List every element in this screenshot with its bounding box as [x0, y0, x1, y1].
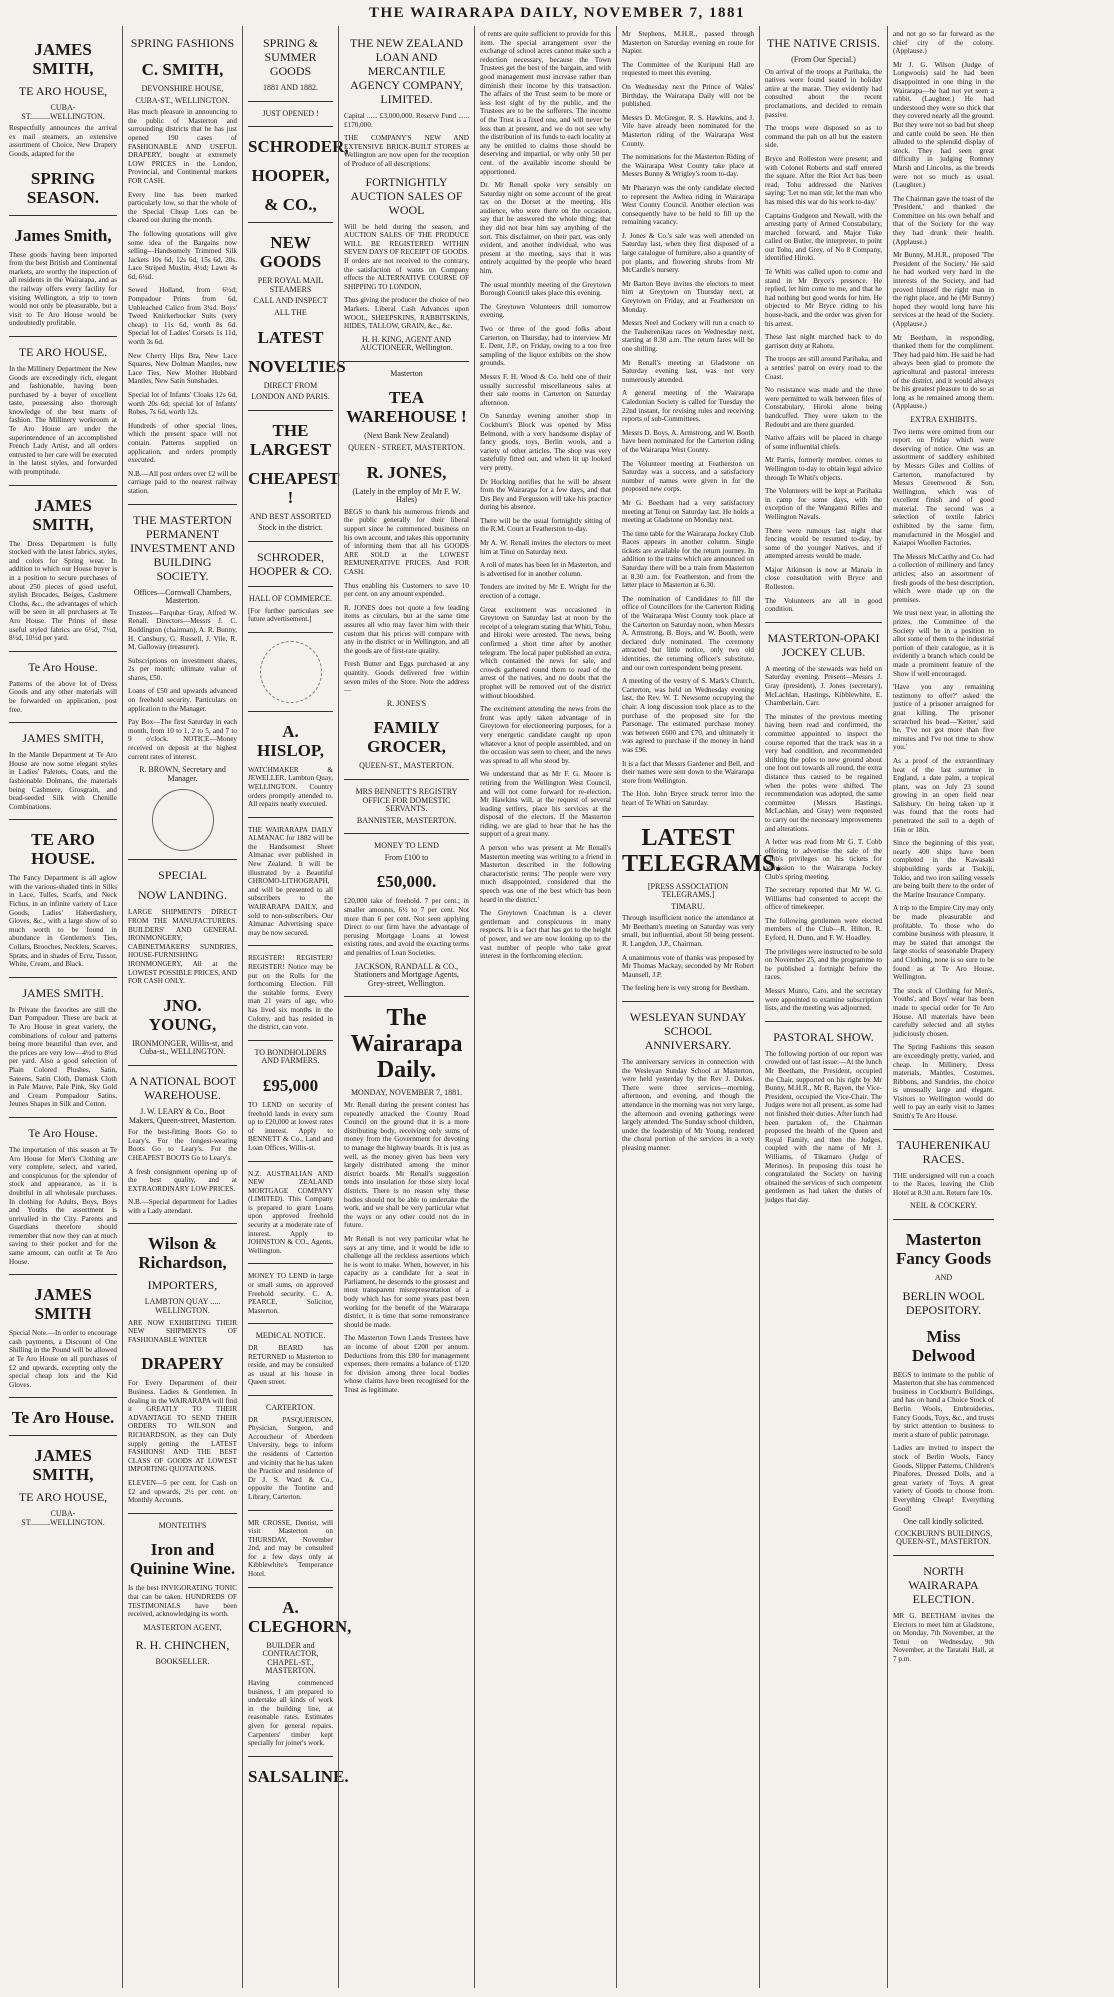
- ad-heading: Miss Delwood: [911, 1326, 976, 1365]
- article-paragraph: New Cherry Hips Bra, New Lace Squares, New Dolman Mantles, new Lace Ties, New Mother Hubbard Mantles, New Satin Sunshades.: [128, 351, 237, 386]
- ad-heading: CUBA-ST., WELLINGTON.: [135, 95, 230, 105]
- column-rule: [9, 336, 117, 337]
- ad-heading: Te Aro House.: [28, 1125, 98, 1140]
- article-paragraph: Patterns of the above lot of Dress Goods and any other materials will be forwarded on application, post free.: [9, 679, 117, 714]
- column-rule: [9, 485, 117, 486]
- ad-heading: CHEAPEST !: [248, 468, 340, 507]
- ad-heading: MONTEITH'S: [158, 1520, 207, 1530]
- ad-heading: [PRESS ASSOCIATION TELEGRAMS.]: [647, 881, 729, 900]
- article-paragraph: Has much pleasure in announcing to the public of Masterton and surrounding districts that he has just opened 190 cases of FASHIONABLE AND USEFUL DRAPERY, bought at extremely LOW PRICES in the London, Provincial, and Continental markets FOR CASH.: [128, 108, 237, 185]
- column-rule: [128, 504, 237, 505]
- article-paragraph: The time table for the Wairarapa Jockey Club Races appears in another column. Single tickets are available for the return journey. In addition to the trains which are announced on Saturday there will be a train from Masterton at 8.30 a.m. for Featherston, and from the latter place to Masterton at 6.30.: [622, 529, 754, 590]
- article-paragraph: A letter was read from Mr G. T. Cobb offering to advertise the sale of the Club's privileges on his tickets for admission to the Wairarapa Jockey Club's spring meeting.: [765, 838, 882, 881]
- article-paragraph: MR CROSSE, Dentist, will visit Masterton on THURSDAY, November 2nd, and may be consulted for a few days only at Kibblewhite's Temperance Hotel.: [248, 1518, 333, 1579]
- article-paragraph: On Saturday evening another shop in Cockburn's Block was opened by Miss Belmond, with a very handsome display of fancy goods, toys, Berlin wools, and a variety of other articles. The shop was very tastefully fitted out, and when lit up looked very pretty.: [480, 412, 611, 472]
- ad-heading: £95,000: [262, 1075, 319, 1095]
- ad-heading: C. SMITH,: [141, 60, 224, 79]
- article-paragraph: It is a fact that Messrs Gardener and Bell, and their names were sent down to the Wairarapa store from Wellington.: [622, 759, 754, 785]
- article-paragraph: Messrs Neel and Cockery will run a coach to the Tauherenikau races on Wednesday next, starting at 8.30 a.m. The return fares will be one shilling.: [622, 319, 754, 353]
- article-paragraph: Hundreds of other special lines, which the present space will not contain. Patterns supplied on application, and orders promptly executed.: [128, 421, 237, 465]
- column-rule: [9, 651, 117, 652]
- article-paragraph: On arrival of the troops at Parihaka, the natives were found seated in holiday attire at the marae. They evidently had consulted about the recent proclamations, and decided to remain passive.: [765, 67, 882, 119]
- ad-heading: Te Aro House.: [28, 659, 98, 674]
- ad-heading: SALSALINE.: [248, 1766, 349, 1786]
- article-paragraph: DR PASQUERISON, Physician, Surgeon, and Accoucheur of Aberdeen University, begs to inform the residents of Carterton and vicinity that he has taken the Practice and residence of Dr J. S. Ward & Co., opposite the Tontine and Library, Carterton.: [248, 1415, 333, 1501]
- article-paragraph: Mr G. Beetham had a very satisfactory meeting at Tenui on Saturday last. He holds a meeting at Gladstone on Monday next.: [622, 498, 754, 525]
- article-paragraph: Capital ...... £3,000,000. Reserve Fund ...... £170,000.: [344, 112, 469, 129]
- article-paragraph: Mr Pharazyn was the only candidate elected to represent the Awhea riding in Wairarapa West County Council. Another election was consequently have to be held to fill up the remaining vacancy.: [622, 183, 754, 227]
- ad-heading: MEDICAL NOTICE.: [255, 1331, 326, 1341]
- article-paragraph: The Committee of the Kuripuni Hall are requested to meet this evening.: [622, 60, 754, 78]
- ad-heading: R. JONES,: [366, 462, 447, 482]
- article-paragraph: There will be the usual fortnightly sitting of the R.M. Court at Featherston to-day.: [480, 516, 611, 534]
- article-paragraph: N.B.—All post orders over £2 will be carriage paid to the nearest railway station.: [128, 469, 237, 495]
- ad-heading: THE NATIVE CRISIS.: [767, 36, 880, 50]
- column-rule: [248, 1161, 333, 1162]
- column-rule: [248, 541, 333, 542]
- ad-heading: CUBA-ST..........WELLINGTON.: [21, 1509, 105, 1527]
- section-headline: The Wairarapa Daily.: [350, 1005, 463, 1084]
- article-paragraph: [For further particulars see future advertisement.]: [248, 606, 333, 624]
- article-paragraph: The feeling here is very strong for Beetham.: [622, 984, 750, 993]
- article-paragraph: TO LEND on security of freehold lands in every sum up to £20,000 at lowest rates of interest. Apply to BENNETT & Co., Land and Loan Offices, Willis-st.: [248, 1100, 333, 1152]
- article-paragraph: Sewed Holland, from 6½d; Pompadour Prints from 6d, Unbleached Calico from 3¼d. Boys' Tweed Knickerbocker Suits (very cheap) to 11s 6d, worth 8s 6d. Special lot of Ladies' Corsets 1s 11d, worth 3s 6d.: [128, 286, 237, 347]
- ad-heading: CALL AND INSPECT: [253, 296, 328, 306]
- ad-heading: MRS BENNETT'S REGISTRY OFFICE FOR DOMESTIC SERVANTS.: [355, 786, 458, 814]
- ad-heading: JAMES SMITH.: [22, 985, 104, 1000]
- ad-heading: R. BROWN, Secretary and Manager.: [139, 765, 226, 783]
- column-3: [242, 26, 352, 1988]
- column-rule: [765, 1021, 882, 1022]
- article-paragraph: The importation of this season at Te Aro House for Men's Clothing are very complete, select, and varied, and conspicuous for the splendor of stock and appearance, as it is doubtful in all wholesale purchases. In clothing for Adults, Boys, Boys and Youths the assortment is unrivalled in the City. Parents and Guardians therefore should remember that now they can at much saving to their pocket and for the same amount, can outfit at Te Aro House.: [9, 1145, 117, 1266]
- article-paragraph: Te Whiti was called upon to come and stand in Mr Bryce's presence. He replied, let him come to me, and that he had nothing but good words for him. He objected to Mr Bryce riding to his house-back, and the order was given for his arrest.: [765, 268, 882, 328]
- column-rule: [9, 722, 117, 723]
- column-rule: [248, 1263, 333, 1264]
- article-paragraph: Mr Renall is not very particular what he says at any time, and it would be idle to challenge all the reckless assertions which he is wont to make. When, however, in his capacity as a candidate for a seat in Parliament, he descends to the grossest and most transparent misrepresentation of a body which has for some years past been working for the benefit of the Wairarapa district, it is time that some remonstrance should be made.: [344, 1234, 469, 1329]
- column-rule: [248, 410, 333, 411]
- ad-heading: JUST OPENED !: [262, 108, 319, 118]
- ad-heading: James Smith,: [14, 225, 112, 245]
- article-paragraph: THE COMPANY'S NEW AND EXTENSIVE BRICK-BUILT STORES at Wellington are now open for the reception of Produce of all descriptions.: [344, 134, 469, 168]
- ad-heading: Wilson & Richardson,: [138, 1234, 227, 1273]
- article-paragraph: THE WAIRARAPA DAILY ALMANAC for 1882 will be the Handsomest Sheet Almanac ever published in New Zealand. It will be illustrated by a Beautiful CHROMO-LITHOGRAPH, and will be presented to all subscribers to the WAIRARAPA DAILY, and sold to non-subscribers. Our Almanac Advertising space may be now secured.: [248, 825, 333, 937]
- article-paragraph: Messrs Munro, Caro, and the secretary were appointed to examine subscription lists, and the meeting was adjourned.: [765, 987, 882, 1013]
- article-paragraph: Pay Box—The first Saturday in each month, from 10 to 1, 2 to 5, and 7 to 9 o'clock. NOTICE—Money received on deposit at the highest current rates of interest.: [128, 718, 237, 761]
- ad-heading: NORTH WAIRARAPA ELECTION.: [908, 1563, 979, 1606]
- ad-heading: PER ROYAL MAIL STEAMERS: [257, 276, 324, 294]
- ad-heading: Masterton: [390, 368, 423, 378]
- ad-heading: JAMES SMITH,: [32, 1446, 94, 1485]
- ad-heading: & CO.,: [264, 195, 317, 215]
- article-paragraph: Trustees—Farquhar Gray, Alfred W. Renall. Directors—Messrs J. C. Boddington (chairman), A. R. Bunny, H. Cansbury, G. Russell, J. Vile, R. M. Galloway (treasurer).: [128, 608, 237, 652]
- ad-heading: THE MASTERTON PERMANENT INVESTMENT AND BUILDING SOCIETY.: [130, 512, 235, 583]
- column-rule: [128, 1513, 237, 1514]
- ad-heading: THE NEW ZEALAND LOAN AND MERCANTILE AGENCY COMPANY, LIMITED.: [349, 36, 464, 106]
- ad-heading: JNO. YOUNG,: [148, 995, 217, 1034]
- article-paragraph: A unanimous vote of thanks was proposed by Mr Thomas Mackay, seconded by Mr Robert Maunsell, J.P.: [622, 953, 754, 979]
- ad-heading: TAUHERENIKAU RACES.: [896, 1137, 991, 1166]
- article-paragraph: Bryce and Rolleston were present; and with Colonel Roberts and staff entered the square. After the Riot Act has been read, Tohu addressed the Natives saying: 'Let no man stir, let the man who has mised this war do his work to-day.': [765, 154, 882, 206]
- article-paragraph: On Wednesday next the Prince of Wales' Birthday, the Wairarapa Daily will not be published.: [622, 82, 754, 109]
- ad-heading: JAMES SMITH,: [32, 495, 94, 534]
- article-paragraph: Loans of £50 and upwards advanced on freehold security. Particulars on application to the Manager.: [128, 687, 237, 713]
- article-paragraph: No resistance was made and the three were permitted to walk between files of Constabulary, Hiroki alone being handcuffed. They were taken to the Redoubt and are there guarded.: [765, 386, 882, 429]
- ad-heading: IMPORTERS,: [147, 1278, 218, 1293]
- article-paragraph: WATCHMAKER & JEWELLER, Lambton Quay, WELLINGTON. Country orders promptly attended to. All repairs neatly executed.: [248, 765, 333, 809]
- article-paragraph: The minutes of the previous meeting having been read and confirmed, the committee appointed to inspect the course reported that the track was in a very bad condition, and recommended shifting the poles to new ground about one foot out towards all round, the extra distance thus caused to be regained when the poles were shifted. The recommendation was adopted, the same committee (Messrs Hastings, McLachlan, and Gray) were requested to carry out the necessary improvements and alterations.: [765, 712, 882, 833]
- article-paragraph: The troops are still around Parihaka, and a sentries' patrol on every road to the Coast.: [765, 355, 882, 381]
- column-2: [122, 26, 242, 1988]
- column-rule: [248, 101, 333, 102]
- ad-heading: MONEY TO LEND: [374, 841, 439, 851]
- column-rule: [893, 1555, 994, 1556]
- article-paragraph: and not go so far forward as the chief city of the colony. (Applause.): [893, 30, 994, 56]
- column-rule: [9, 1397, 117, 1398]
- ad-heading: LONDON AND PARIS.: [251, 392, 330, 402]
- article-paragraph: N.B.—Special department for Ladies with a Lady attendant.: [128, 1198, 237, 1215]
- column-rule: [9, 215, 117, 216]
- column-rule: [622, 1001, 754, 1002]
- column-rule: [248, 222, 333, 223]
- article-paragraph: A trip to the Empire City may only be made pleasurable and profitable. To those who do combine business with pleasure, it may be stated that amongst the large stocks of seasonable Drapery and Clothing, none is so sure to be found as at Te Aro House, Wellington.: [893, 904, 994, 982]
- article-paragraph: The privileges were instructed to be sold on November 25, and the programme to be published a fortnight before the races.: [765, 947, 882, 982]
- article-paragraph: The following gentlemen were elected members of the Club—R. Hilton, R. Eyford, H. Dunn, and F. W. Hoadley.: [765, 916, 882, 943]
- newspaper-page: [4, 26, 1110, 1992]
- column-rule: [248, 1323, 333, 1324]
- article-paragraph: The stock of Clothing for Men's, Youths', and Boys' wear has been made to special order for Te Aro House. All materials have been carefully selected and all styles judiciously chosen.: [893, 986, 994, 1038]
- column-rule: [344, 779, 469, 780]
- article-paragraph: In the Mantle Department at Te Aro House are now some elegant styles in Ladies' Paletots, Coats, and the fashionable Dolmans, the materials being Cashmere, Grosgrain, and bead-seeded Silk with Chenille Combinations.: [9, 751, 117, 811]
- column-8: [887, 26, 999, 1988]
- article-paragraph: Special Note.—In order to encourage cash payments, a Discount of One Shilling in the Pound will be allowed at Te Aro House on all purchases of £2 and upwards, excepting only the special cheap lots and the Kid Gloves.: [9, 1329, 117, 1389]
- ad-heading: JAMES SMITH: [34, 1285, 92, 1324]
- ad-heading: QUEEN - STREET, MASTERTON.: [348, 443, 465, 453]
- article-paragraph: Mr Beetham, in responding, thanked them for the compliment. They had paid him. He said he had always been glad to promote the agricultural and pastoral interests of the district, and it would always be his greatest pleasure to do so as long as he remained among them. (Applause.): [893, 333, 994, 411]
- article-paragraph: Major Atkinson is now at Manaia in close consultation with Bryce and Rolleston.: [765, 565, 882, 592]
- ad-heading: DRAPERY: [141, 1354, 224, 1374]
- ad-heading: Te Aro House.: [11, 1408, 115, 1428]
- ad-heading: BANNISTER, MASTERTON.: [356, 815, 457, 825]
- column-rule: [248, 1040, 333, 1041]
- article-paragraph: Great excitement was occasioned in Greytown on Saturday last at noon by the receipt of a telegram stating that Whiti, Tohu, and Hiroki were arrested. The news, being confirmed a short time after by another telegram. The local paper published an extra, which contained the news for sale, and crowds gathered round them to read of the arrest of the natives, and no doubt that the prophet will be removed out of the district without bloodshed.: [480, 605, 611, 700]
- column-rule: [9, 1117, 117, 1118]
- article-paragraph: The secretary reported that Mr W. G. Williams had consented to accept the office of timekeeper.: [765, 886, 882, 912]
- article-paragraph: Special lot of Infants' Cloaks 12s 6d, worth 20s 6d; special lot of Infants' Robes, 7s 6d, worth 12s.: [128, 391, 237, 417]
- article-paragraph: THE undersigned will run a coach to the Races, leaving the Club Hotel at 8.30 a.m. Return fare 10s.: [893, 1171, 994, 1197]
- ad-heading: NEW GOODS: [259, 233, 322, 272]
- ad-heading: NOW LANDING.: [137, 888, 228, 903]
- article-paragraph: The Hon. John Bryce struck terror into the heart of Te Whiti on Saturday.: [622, 790, 754, 807]
- article-paragraph: Is the best INVIGORATING TONIC that can be taken. HUNDREDS OF TESTIMONIALS have been received, acknowledging its worth.: [128, 1584, 237, 1619]
- article-paragraph: Since the beginning of this year, nearly 400 ships have been completed in the Kawasaki shipbuilding yards at Tsukiji, Tokio, and two iron sailing vessels are being built there to the order of the Marine Insurance Company.: [893, 839, 994, 899]
- column-1: [4, 26, 122, 1988]
- society-seal-image: [152, 789, 214, 851]
- ad-heading: A NATIONAL BOOT WAREHOUSE.: [129, 1073, 236, 1102]
- ad-heading: SPRING FASHIONS: [130, 36, 235, 50]
- ad-heading: FAMILY GROCER,: [367, 718, 446, 757]
- ad-heading: MONDAY, NOVEMBER 7, 1881.: [350, 1088, 463, 1098]
- ad-heading: JAMES SMITH,: [22, 731, 104, 746]
- article-paragraph: The nominations for the Masterton Riding of the Wairarapa West County take place at Messrs Bunny & Wrigley's room to-day.: [622, 153, 754, 179]
- article-paragraph: Dr Hocking notifies that he will be absent from the Wairarapa for a few days, and that Drs Bey and Fergusson will take his practice during his absence.: [480, 477, 611, 512]
- article-paragraph: The Volunteers will be kept at Parihaka in camp for some days, with the exception of the Wanganui Rifles and Wellington Navals.: [765, 487, 882, 521]
- column-rule: [248, 1510, 333, 1511]
- article-paragraph: LARGE SHIPMENTS DIRECT FROM THE MANUFACTURERS. BUILDERS' AND GENERAL IRONMONGERY, CABINETMAKERS' SUNDRIES, HOUSE-FURNISHING IRONMONGERY, All at the LOWEST POSSIBLE PRICES, AND FOR CASH ONLY.: [128, 908, 237, 986]
- article-paragraph: The Spring Fashions this season are exceedingly pretty, varied, and cheap. In Millinery, Dress materials, Mantles, Costumes, Ribbons, and Sundries, the choice is unusually large and elegant. Visitors to Wellington would do well to pay an early visit to James Smith's Te Aro House.: [893, 1043, 994, 1121]
- column-rule: [893, 1129, 994, 1130]
- article-paragraph: As a proof of the extraordinary heat of the last summer in England, a date palm, a tropical plant, was on July 23 sound growing in an open field near Salisbury. On being taken up it was found that the roots had penetrated the soil to a depth of 16in or 18in.: [893, 756, 994, 834]
- ad-heading: AND BEST ASSORTED: [249, 511, 332, 521]
- ad-heading: AND: [934, 1273, 953, 1283]
- ad-heading: TE ARO HOUSE.: [18, 344, 108, 359]
- ad-heading: MASTERTON AGENT,: [143, 1622, 222, 1632]
- article-paragraph: The troops were disposed so as to command the pah on all but the eastern side.: [765, 124, 882, 150]
- column-rule: [128, 1223, 237, 1224]
- ad-heading: SCHRODER, HOOPER & CO.: [248, 549, 332, 578]
- column-rule: [344, 361, 469, 362]
- article-paragraph: Thus giving the producer the choice of two Markets. Liberal Cash Advances upon WOOL, SHEEPSKINS, RABBITSKINS, HIDES, TALLOW, GRAIN, &c., &c.: [344, 296, 469, 331]
- article-paragraph: Mr Renall's meeting at Gladstone on Saturday evening last, was not very numerously attended.: [622, 358, 754, 384]
- article-paragraph: The Masterton Town Lands Trustees have an income of about £200 per annum. Deductions from this £80 for management expenses, there remains a balance of £120 for division among three local bodies whose claims have been recognised for the Trust as legitimate.: [344, 1334, 469, 1394]
- column-rule: [9, 1435, 117, 1436]
- ad-heading: R. H. CHINCHEN,: [135, 1638, 230, 1653]
- column-rule: [9, 977, 117, 978]
- column-rule: [248, 817, 333, 818]
- ad-heading: (From Our Special.): [791, 55, 856, 64]
- ad-heading: LATEST: [257, 327, 324, 347]
- article-paragraph: The Volunteer meeting at Featherston on Saturday was a success, and a satisfactory number of names were given in for the proposed new corps.: [622, 459, 754, 494]
- ad-heading: QUEEN-ST., MASTERTON.: [359, 761, 454, 771]
- article-paragraph: REGISTER! REGISTER! REGISTER! Notice may be put on the Rolls for the forthcoming Election. Fill the suitable forms. Every man 21 years of age, who has lived six months in the Colony, and has resided in the district, can vote.: [248, 954, 333, 1032]
- column-rule: [893, 1219, 994, 1220]
- ad-heading: CARTERTON.: [266, 1402, 315, 1412]
- article-paragraph: Will be held during the season, and AUCTION SALES OF THE PRODUCE WILL BE REGISTERED WITHIN SEVEN DAYS OF RECEIPT OF GOODS. If orders are not received to the contrary, the satisfaction of wants on Company effects the ALTERNATIVE COURSE OF SHIPPING TO LONDON,: [344, 222, 470, 291]
- article-paragraph: A fresh consignment opening up of the best quality, and at EXTRAORDINARY LOW PRICES.: [128, 1167, 237, 1193]
- ad-heading: (Lately in the employ of Mr F. W. Hales): [352, 486, 461, 505]
- ad-heading: JAMES SMITH,: [32, 40, 94, 78]
- ad-heading: BOOKSELLER.: [155, 1657, 210, 1667]
- column-rule: [248, 1587, 333, 1588]
- ad-heading: ALL THE: [274, 307, 307, 317]
- ad-heading: £50,000.: [376, 872, 437, 892]
- article-paragraph: Every line has been marked particularly low, so that the whole of the Special Cheap Lots can be cleared out during the month.: [128, 190, 237, 225]
- article-paragraph: Captains Gudgeon and Newall, with the arresting party of Armed Constabulary, marched forward, and Major Tuke called on Butler, the interpreter, to point out Tohu, and Grey, of No 8 Company, identified Hiroki.: [765, 211, 882, 263]
- column-rule: [248, 126, 333, 127]
- ad-heading: SPRING & SUMMER GOODS: [262, 36, 318, 78]
- ad-heading: TE ARO HOUSE.: [31, 830, 95, 869]
- ad-heading: JACKSON, RANDALL & CO., Stationers and Mortgage Agents, Grey-street, Wellington.: [354, 961, 459, 988]
- article-paragraph: The following quotations will give some idea of the Bargains now selling—Handsomely Trimmed Silk Jackets 10s 6d, 12s 6d, 15s 6d, 20s. Lace Striped Muslin, 4½d; Lawn 4s 6d, 6¼d.: [128, 229, 237, 281]
- column-rule: [344, 833, 469, 834]
- column-rule: [248, 945, 333, 946]
- article-paragraph: The nomination of Candidates to fill the office of Councillors for the Carterton Riding of the Wairarapa West County took place at the Carterton on Saturday noon, when Messrs A. Armstrong, B. Boys, and W. Booth, were declared duly nominated. The ceremony attracted but little notice, only two old identities, the returning officer's substitute, and our own correspondent being present.: [622, 594, 754, 672]
- ad-heading: SPECIAL: [158, 868, 207, 883]
- article-paragraph: MR G. BEETHAM invites the Electors to meet him at Gladstone, on Monday, 7th November, at the Tenui on Wednesday, 9th November, at the Taratahi Hall, at 7 p.m.: [893, 1611, 994, 1663]
- ad-heading: TE ARO HOUSE,: [18, 1490, 108, 1505]
- ad-heading: From £100 to: [384, 852, 429, 862]
- ad-heading: A. CLEGHORN,: [248, 1597, 352, 1636]
- ad-heading: HOOPER,: [251, 166, 330, 186]
- ad-heading: LAMBTON QUAY ..... WELLINGTON.: [144, 1297, 221, 1316]
- article-paragraph: Respectfully announces the arrival ex mail steamers, an extensive assortment of Choice, New Drapery Goods, adapted for the: [9, 124, 117, 158]
- section-headline: LATEST TELEGRAMS.: [622, 824, 782, 877]
- article-paragraph: Ladies are invited to inspect the stock of Berlin Wools, Fancy Goods, Slipper Patterns, Children's Pinafores, Dressed Dolls, and a great variety of Toys. A great variety of Goods to choose from. Everything Cheap! Everything Good!: [893, 1444, 994, 1513]
- ad-heading: (Next Bank New Zealand): [364, 431, 449, 441]
- column-5: [474, 26, 616, 1988]
- ad-heading: Stock in the district.: [258, 523, 323, 533]
- column-rule: [128, 1065, 237, 1066]
- article-paragraph: There were rumours last night that fencing would be resumed to-day, by some of the younger Natives, and if attempted arrests would be made.: [765, 526, 882, 561]
- column-rule: [248, 586, 333, 587]
- article-paragraph: Mr J. G. Wilson (Judge of Longwools) said he had been disappointed in one thing in the Wairarapa—he had not yet seen a rabbit. (Laughter.) He had understood they were so thick that they covered nearly all the ground. But they were not so bad but sheep and cattle could be seen. He then alluded to the splendid display of stock. They had seen great difficulty in judging Romney Marsh and Lincolns, as the breeds were not so much as usual. (Laughter.): [893, 60, 994, 190]
- article-paragraph: In the Millinery Department the New Goods are exceedingly rich, elegant and fashionable, having been purchased by a buyer of excellent taste, possessing also thorough knowledge of the best marts of fashion. The Millinery workroom at Te Aro House are under the superintendence of an accomplished French Lady Artist, and all orders entrusted to her care will be executed in the latest styles, and forwarded with promptitude.: [9, 364, 117, 477]
- column-rule: [344, 996, 469, 997]
- article-paragraph: We trust next year, in allotting the prizes, the Committee of the Society will be in a position to allot some of them to the industrial portion of their catalogue, as it is evidently a branch which could be made a prominent feature of the Show if well encouraged.: [893, 609, 994, 678]
- column-6: [616, 26, 782, 1988]
- article-paragraph: Through insufficient notice the attendance at Mr Beetham's meeting on Saturday was very small, but influential, about 50 being present. R. Langdon, J.P., Chairman.: [622, 914, 754, 949]
- article-paragraph: N.Z. AUSTRALIAN AND NEW ZEALAND MORTGAGE COMPANY (LIMITED). This Company is prepared to grant Loans upon approved freehold security at a moderate rate of interest. Apply to JOHNSTON & CO., Agents, Wellington.: [248, 1169, 333, 1255]
- ad-heading: DEVONSHIRE HOUSE,: [141, 84, 224, 93]
- article-paragraph: Two items were omitted from our report on Friday which were deserving of notice. One was an assortment of saddlery exhibited by Messrs Giles and Collins of Carterton, manufactured by Messrs Greenwood & Son, Wellington, which was of excellent finish and of good material. The second was a selection of textile fabrics exhibited by the same firm, manufactured in the Mosgiel and Kaiapoi Woollen Factories.: [893, 427, 994, 548]
- article-paragraph: Two or three of the good folks about Carterton, on Thursday, had to interview Mr E. Dent, J.P., on Friday, owing to a too free sampling of the liquor exhibits on the show grounds.: [480, 325, 611, 368]
- ad-heading: IRONMONGER, Willis-st, and Cuba-st., WELLINGTON.: [132, 1038, 233, 1057]
- ad-heading: WESLEYAN SUNDAY SCHOOL ANNIVERSARY.: [629, 1010, 747, 1053]
- ad-heading: CUBA-ST..........WELLINGTON.: [21, 103, 105, 121]
- article-paragraph: The usual monthly meeting of the Greytown Borough Council takes place this evening.: [480, 280, 611, 298]
- article-paragraph: A general meeting of the Wairarapa Caledonian Society is called for Tuesday the 22nd instant, for revising rules and receiving reports of sub-Committees.: [622, 389, 754, 424]
- column-rule: [248, 711, 333, 712]
- ad-heading: HALL OF COMMERCE.: [248, 593, 333, 603]
- article-paragraph: The Greytown Volunteers drill tomorrow evening.: [480, 302, 611, 320]
- article-paragraph: DR BEARD has RETURNED to Masterton to reside, and may be consulted as usual at his house in Queen street.: [248, 1344, 333, 1387]
- ad-heading: COCKBURN'S BUILDINGS, QUEEN-ST., MASTERTON.: [894, 1528, 993, 1547]
- article-paragraph: We understand that as Mr F. G. Moore is retiring from the Wellington West Council, and will not come forward for re-election, Mr Hawkins will, at the request of several leading settlers, place his services at the disposal of the electors. If the Masterton riding, we are glad to hear that he has the support of a great many.: [480, 770, 611, 839]
- article-paragraph: The Dress Department is fully stocked with the latest fabrics, styles, and colors for Spring wear. In addition to which our House buyer is in a position to secure purchases of about 250 pieces of good useful, stylish Brocades, Beiges, Cashmere Cloths, &c., the advantages of which will be seen in all purchasers at Te Aro House. The Prints of these useful styled fabrics are 6½d, 7½d, 8½d, 10½d per yard.: [9, 539, 117, 643]
- column-rule: [9, 1274, 117, 1275]
- article-paragraph: Having commenced business, I am prepared to undertake all kinds of work in the building line, at reasonable rates. Estimates given for general repairs. Carpenters' timber kept specially for joiner's work.: [248, 1679, 333, 1748]
- ad-heading: TEA WAREHOUSE !: [346, 388, 467, 427]
- article-paragraph: The anniversary services in connection with the Wesleyan Sunday School at Masterton, were held yesterday by the Rev J. Dukes. There were three services—morning, afternoon, and evening, and though the attendance in the morning was not very large, the afternoon and evening gatherings were largely attended. The Sunday school children, under the leadership of Mr Young, rendered the choral portion of the services in a very pleasing manner.: [622, 1058, 754, 1152]
- ad-heading: BUILDER and CONTRACTOR, CHAPEL-ST., MASTERTON.: [262, 1640, 319, 1676]
- column-rule: [248, 632, 333, 633]
- column-rule: [622, 816, 754, 817]
- article-paragraph: A meeting of the vestry of S. Mark's Church, Carterton, was held on Wednesday evening last, the Rev. W. T. Newsome occupying the chair. A long discussion took place as to the purchase of the proposed site for the Parsonage. The estimated purchase money was between £600 and £70, and ultimately it was agreed to purchase if the money in hand was £96.: [622, 677, 754, 754]
- ad-heading: FORTNIGHTLY AUCTION SALES OF WOOL: [350, 174, 463, 217]
- ad-heading: A. HISLOP,: [257, 721, 324, 760]
- article-paragraph: 'Have you any remaining testimony to offer?' asked the justice of a prisoner arraigned for goat killing. The prisoner scratched his head—'Ketter,' said he, 'I've not got more than five minutes and I've not time to show you.': [893, 683, 994, 752]
- article-paragraph: Tenders are invited by Mr E. Wright for the erection of a cottage.: [480, 583, 611, 601]
- article-paragraph: The Volunteers are all in good condition.: [765, 596, 882, 614]
- article-paragraph: Messrs D. Boys, A. Armstrong, and W. Booth have been nominated for the Carterton riding of the Wairarapa West County.: [622, 428, 754, 454]
- article-paragraph: Mr Stephens, M.H.R., passed through Masterton on Saturday evening en route for Napier.: [622, 30, 754, 56]
- article-paragraph: These goods having been imported from the best British and Continental markets, are worthy the inspection of all residents in the Wairarapa, and as the railway offers every facility for visiting Wellington, a trip to town would not only be pleasurable, but a visit to Te Aro House would be undoubtedly profitable.: [9, 250, 117, 328]
- article-paragraph: J. Jones & Co.'s sale was well attended on Saturday last, when they first disposed of a large catalogue of furniture, also a quantity of pot plants, and flowering shrubs from Mr McCardle's nursery.: [622, 231, 754, 275]
- ad-heading: NEIL & COCKERY.: [910, 1201, 977, 1211]
- article-paragraph: The following portion of our report was crowded out of last issue:—At the lunch Mr Beetham, the President, occupied the Chair, supported on his right by Mr Bunny, M.H.R., Mr R. Rayen, the Vice-President, occupied the Vice-Chair. The Judges were not all present, as some had not finished their duties. After lunch had been partaken of, the Chairman proposed the health of the Queen and Royal Family, and then the Judges, coupled with the name of Mr J. Williams, of Tikamaro (Judge of Merinos). In proposing this toast he congratulated the Society on having obtained the services of such competent gentlemen as had taken the duties of judges that day.: [765, 1049, 882, 1204]
- article-paragraph: £20,000 take of freehold. 7 per cent.; in smaller amounts, 6½ to 7 per cent. Not more than 6 per cent. Not seen applying Direct to our firm have the advantage of perusing Mortgage Loans at lowest existing rates, and avoid the exacting terms and penalties of Loan Societies.: [344, 897, 469, 958]
- article-paragraph: A person who was present at Mr Renall's Masterton meeting was writing to a friend in Masterton described in the following characteristic terms: 'The people were very much disappointed, considered that the speech was one of the best which has been heard in the district.': [480, 844, 611, 904]
- ad-heading: TIMARU.: [671, 901, 705, 911]
- column-rule: [9, 819, 117, 820]
- column-rule: [248, 1395, 333, 1396]
- article-paragraph: The excitement attending the news from the front was aptly taken advantage of in Greytown for electioneering purposes, for a very energetic candidate caught up upon whatever a knot of people assembled, and on the occasion was seen to cheer, and the news was spread to all who stood by.: [480, 705, 611, 765]
- ad-heading: SCHRODER,: [248, 137, 349, 157]
- column-rule: [765, 622, 882, 623]
- article-paragraph: Dr. Mr Renall spoke very sensibly on Saturday night on some account of the great tax on the Dorset at the meeting. His audience, who were there on the occasion, say that he answered the whole thing; that they did not hear him say anything of the sort. This disclaimer, on their part, was only evident, and another individual, who was present at the meeting, says that it was entirely acquitted by the people who heard him.: [480, 181, 611, 276]
- article-paragraph: The Fancy Department is all aglow with the various-shaded tints in Silks in Lace, Tulles, Scarfs, and Neck Fichus, in an infinite variety of Lace Goods, Ladies' Haberdashery, Gloves, &c., with a large show of so much worth to be found in abundance in Gentlemen's Ties, Collars, Brooches, Necklets, Scarves, Sprats, and in shades of Ecru, Tussor, White, Cream, and Black.: [9, 874, 117, 969]
- column-7: [759, 26, 887, 1988]
- ad-heading: SPRING SEASON.: [26, 168, 100, 207]
- ad-heading: One call kindly solicited.: [903, 1517, 984, 1527]
- article-paragraph: ARE NOW EXHIBITING THEIR NEW SHIPMENTS OF FASHIONABLE WINTER: [128, 1318, 237, 1344]
- article-paragraph: The Greytown Coachman is a clever gentleman and conspicuous in many respects. It is a fact that has got to the height of power, and we are now looking up to the vast number of people who take great interest in the forthcoming election.: [480, 909, 611, 961]
- article-paragraph: ELEVEN—5 per cent. for Cash on £2 and upwards, 2½ per cent. on Monthly Accounts.: [128, 1478, 237, 1505]
- article-paragraph: Mr Parris, formerly member, comes to Wellington to-day to obtain legal advice through Te Whiti's objects.: [765, 456, 882, 482]
- ad-heading: Masterton Fancy Goods: [896, 1230, 991, 1269]
- article-paragraph: BEGS to intimate to the public of Masterton that she has commenced business in Cockburn's Buildings, and has on hand a Choice Stock of Berlin Wools, Embroideries, Fancy Goods, Toys, &c., and trusts by strict attention to business to merit a share of public patronage.: [893, 1370, 994, 1439]
- column-rule: [128, 859, 237, 860]
- ad-heading: 1881 AND 1882.: [263, 83, 318, 92]
- ad-heading: EXTRA EXHIBITS.: [910, 414, 977, 424]
- article-paragraph: Native affairs will be placed in charge of some influential chiefs.: [765, 434, 882, 451]
- article-paragraph: Messrs F. H. Wood & Co. held one of their usually successful miscellaneous sales at their sale rooms in Carterton on Saturday afternoon.: [480, 372, 611, 407]
- ad-heading: Iron and Quinine Wine.: [129, 1540, 236, 1579]
- article-paragraph: Subscriptions on investment shares, 2s per month; ultimate value of shares, £50.: [128, 656, 237, 682]
- article-paragraph: In Private the favorites are still the Dart Pompadour. These are back at Te Aro House in great variety, the combinations of colour and patterns being more beautiful than ever, and the prices are very low—4½d to 8½d per yard. Also a good selection of Plain Colored Plushes, Satin, Sateens, Satin Cloth, Damask Cloth in Pale Mauve, Pale Pink, Sky Gold and Cream Pompadour Satins, Jeunes Shapes in Silk and Cotton.: [9, 1005, 117, 1109]
- article-paragraph: Mr. Renall during the present contest has repeatedly attacked the County Road Council on the ground that it is a more distributing body, receiving only sums of money from the Government for devoting to manage the highway boards. It is just as well, as the money given has been very largely distributed among the minor district boards. Mr Renall's suggestion tends into insulation for those sixty local districts. There is no reason why these bodies should not be able to undertake the work, and we shall be very particular what the ways or any other could not do in future.: [344, 1101, 469, 1230]
- column-rule: [248, 1756, 333, 1757]
- article-paragraph: For the best-fitting Boots Go to Leary's. For the longest-wearing Boots Go to Leary's. For the CHEAPEST BOOTS Go to Leary's.: [128, 1128, 237, 1162]
- article-paragraph: R. JONES does not quote a few leading items as circulars, but at the same time assures all who may favor him with their custom that his prices will compare with any in the district or in Wellington, and all the goods are of first-rate quality.: [344, 603, 469, 655]
- article-paragraph: MONEY TO LEND in large or small sums, on approved Freehold security. C. A. PEARCE, Solicitor, Masterton.: [248, 1272, 333, 1315]
- ad-heading: DIRECT FROM: [263, 380, 318, 390]
- article-paragraph: BEGS to thank his numerous friends and the public generally for their liberal support since he commenced business on his own account, and takes this opportunity of informing them that all his GOODS ARE SOLD at the LOWEST REMUNERATIVE PRICES. And FOR CASH.: [344, 507, 469, 576]
- ad-heading: NOVELTIES: [248, 356, 346, 376]
- ad-heading: TO BONDHOLDERS AND FARMERS.: [254, 1047, 327, 1066]
- column-4: [338, 26, 474, 1988]
- article-paragraph: Mr Bunny, M.H.R., proposed 'The President of the Society.' He said he had worked very hard in the interests of the Society, and had proved himself the right man in the right place, and he (Mr Bunny) hoped they would long have his services at the head of the Society. (Applause.): [893, 251, 994, 328]
- article-paragraph: For Every Department of their Business. Ladies & Gentlemen. In dealing in the WAIRARAPA will find it GREATLY TO THEIR ADVANTAGE TO SEND THEIR ORDERS TO WILSON and RICHARDSON, as they can Duly supply getting the LATEST FASHIONS! AND THE BEST CLASS OF GOODS AT LOWEST IMPORTING QUOTATIONS.: [128, 1379, 237, 1474]
- ad-heading: Offices—Cornwall Chambers, Masterton.: [133, 587, 232, 606]
- ad-heading: J. W. LEARY & Co., Boot Makers, Queen-street, Masterton.: [128, 1106, 237, 1125]
- ad-heading: THE LARGEST: [249, 420, 332, 459]
- ad-heading: R. JONES'S: [386, 698, 427, 708]
- article-paragraph: A meeting of the stewards was held on Saturday evening. Present—Messrs J. Gray (president), J. Jones (secretary), McLachlan, Hastings, Kibblewhite, E. Chamberlain, Carr.: [765, 664, 882, 708]
- ad-heading: TE ARO HOUSE,: [18, 84, 108, 98]
- ad-heading: MASTERTON-OPAKI JOCKEY CLUB.: [767, 630, 880, 659]
- article-paragraph: These last night marched back to do garrison duty at Rahotu.: [765, 333, 882, 350]
- article-paragraph: Thus enabling his Customers to save 10 per cent. on any amount expended.: [344, 581, 469, 599]
- watch-illustration-image: [260, 641, 322, 703]
- article-paragraph: of rents are quite sufficient to provide for this item. The special arrangement over the exchange of school acres cannot make such a reduction necessary, because the Town Trustees get the best of the bargain, and with good management must increase rather than diminish their income by this transaction. The affairs of the Trust seem to be more or less lost sight of by the public, and the Trustees are to be the sufferers. The income of the Trust is a fixed one, and will never be less than at present, and we do not see why the distribution of its funds to each locality at any be entitled to claims those should be deserving and impartial, or why only 50 per cent. of the available income should be apportioned.: [480, 30, 611, 176]
- article-paragraph: A roll of mates has been let in Masterton, and is advertised for in another column.: [480, 561, 611, 578]
- article-paragraph: Mr Barton Beye invites the electors to meet him at Greytown on Thursday next, at Greytown on Friday, and at Featherston on Monday.: [622, 279, 754, 314]
- ad-heading: H. H. KING, AGENT AND AUCTIONEER, Wellington.: [360, 334, 453, 353]
- article-paragraph: The Chairman gave the toast of the 'President,' and thanked the Committee on his own behalf and that of the Society for the way they had drunk their health. (Applause.): [893, 194, 994, 246]
- ad-heading: BERLIN WOOL DEPOSITORY.: [902, 1288, 985, 1317]
- article-paragraph: The Messrs McCarthy and Co. had a collection of millinery and fancy articles; also an assortment of fresh goods of the best description, which were made up on the premises.: [893, 552, 994, 604]
- ad-heading: PASTORAL SHOW.: [773, 1029, 874, 1044]
- article-paragraph: Fresh Butter and Eggs purchased at any quantity. Goods delivered free within seven miles of the Store. Note the address—: [344, 660, 469, 695]
- article-paragraph: Messrs D. McGregor, R. S. Hawkins, and J. Vile have already been nominated for the Masterton riding of the Wairarapa West County.: [622, 113, 754, 148]
- article-paragraph: Mr A. W. Renall invites the electors to meet him at Tinui on Saturday next.: [480, 539, 611, 556]
- masthead: THE WAIRARAPA DAILY, NOVEMBER 7, 1881: [369, 5, 745, 21]
